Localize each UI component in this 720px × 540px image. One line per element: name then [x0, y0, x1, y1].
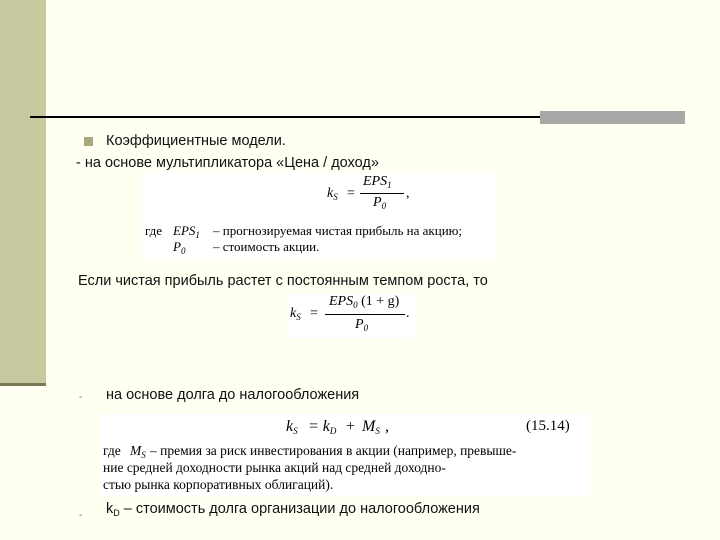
- formula1-trail: ,: [406, 186, 410, 201]
- kd-item-marker: -: [79, 510, 83, 521]
- formula1-where: где: [145, 223, 163, 238]
- bullet-square-icon: [84, 137, 93, 146]
- sidebar-decoration: [0, 0, 46, 383]
- debt-item-text: на основе долга до налогообложения: [106, 387, 360, 403]
- formula3-desc-line1: – премия за риск инвестирования в акции (например, превыше-: [150, 443, 517, 458]
- formula3-plus: +: [346, 418, 356, 435]
- kd-item-text: $k_D$ – стоимость долга организации до налогообложения: [106, 501, 480, 518]
- formula3-ms: $M_S$: [362, 418, 380, 436]
- formula3-lhs: $k_S$: [286, 418, 298, 436]
- formula3-trail: ,: [385, 418, 389, 435]
- formula1-var1: $EPS_1$: [173, 223, 200, 240]
- formula2-eq: =: [310, 306, 318, 321]
- formula1-lhs: $k_S$: [327, 186, 338, 202]
- formula2-numerator: $EPS_0$ (1 + g): [329, 294, 400, 310]
- formula3-eq-kd: = $k_D$: [308, 418, 337, 436]
- debt-item-marker: -: [79, 392, 83, 403]
- formula1-denominator: $P_0$: [373, 195, 387, 211]
- formula1-var1-desc: – прогнозируемая чистая прибыль на акцию;: [213, 223, 462, 238]
- formula1-numerator: $EPS_1$: [363, 174, 392, 190]
- formula2-lhs: $k_S$: [290, 306, 301, 322]
- formula3-eq-number: (15.14): [526, 418, 570, 434]
- formula1-eq: =: [347, 186, 355, 201]
- pe-intro-text: - на основе мультипликатора «Цена / доход»: [76, 155, 379, 171]
- formula1-fraction-line: [360, 193, 404, 194]
- formula-pe-image: [141, 172, 496, 260]
- sidebar-edge: [0, 383, 46, 386]
- growth-intro-text: Если чистая прибыль растет с постоянным темпом роста, то: [78, 273, 488, 289]
- formula3-desc-line3: стью рынка корпоративных облигаций).: [103, 477, 334, 492]
- formula2-trail: .: [406, 306, 410, 321]
- title-rule: [30, 116, 540, 118]
- formula1-var2-desc: – стоимость акции.: [213, 239, 320, 254]
- formula-debt-image: [100, 414, 590, 496]
- formula1-var2: $P_0$: [173, 239, 186, 256]
- formula3-desc-line2: ние средней доходности рынка акций над средней доходно-: [103, 460, 446, 475]
- formula-growth-image: [287, 294, 415, 338]
- formula3-where: где: [103, 443, 121, 458]
- accent-bar: [540, 111, 685, 124]
- formula2-denominator: $P_0$: [355, 317, 369, 333]
- bullet-heading: Коэффициентные модели.: [106, 133, 286, 149]
- formula2-fraction-line: [325, 314, 405, 315]
- formula3-ms-var: $M_S$: [130, 443, 146, 460]
